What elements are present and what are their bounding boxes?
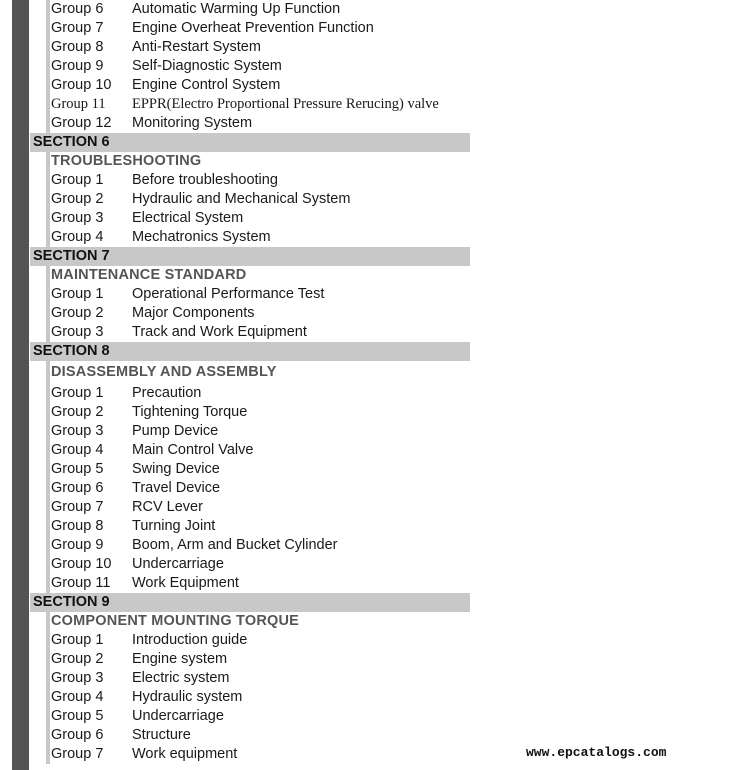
group-title: Engine Overheat Prevention Function [132, 20, 374, 36]
group-number: Group 9 [51, 537, 104, 553]
section-header[interactable]: SECTION 7 [30, 247, 470, 266]
watermark-url: www.epcatalogs.com [526, 745, 667, 760]
group-title: Hydraulic and Mechanical System [132, 191, 351, 207]
section-heading [46, 152, 470, 171]
group-number: Group 6 [51, 1, 104, 17]
group-title: Operational Performance Test [132, 286, 325, 302]
group-number: Group 1 [51, 632, 104, 648]
group-title: Electrical System [132, 210, 244, 226]
group-number: Group 4 [51, 689, 104, 705]
group-number: Group 8 [51, 39, 104, 55]
group-number: Group 2 [51, 305, 104, 321]
toc-entry[interactable] [46, 285, 470, 304]
table-of-contents [30, 0, 470, 764]
group-title: Boom, Arm and Bucket Cylinder [132, 537, 338, 553]
group-title: Electric system [132, 670, 230, 686]
group-title: Engine system [132, 651, 228, 667]
left-margin-bar [12, 0, 29, 770]
group-title: Major Components [132, 305, 255, 321]
group-title: Work equipment [132, 746, 238, 762]
toc-entry[interactable] [46, 19, 470, 38]
toc-entry[interactable] [46, 498, 470, 517]
group-title: Before troubleshooting [132, 172, 278, 188]
group-title: Introduction guide [132, 632, 248, 648]
toc-entry[interactable] [46, 76, 470, 95]
group-title: Engine Control System [132, 77, 281, 93]
toc-entry[interactable] [46, 745, 470, 764]
toc-entry[interactable] [46, 190, 470, 209]
section-heading-text: MAINTENANCE STANDARD [51, 267, 247, 283]
group-number: Group 1 [51, 286, 104, 302]
toc-entry[interactable] [46, 228, 470, 247]
section-heading-text: COMPONENT MOUNTING TORQUE [51, 613, 300, 629]
section-heading [46, 361, 470, 384]
group-title: Travel Device [132, 480, 221, 496]
group-number: Group 1 [51, 172, 104, 188]
group-title: Undercarriage [132, 556, 224, 572]
group-number: Group 6 [51, 480, 104, 496]
toc-entry[interactable] [46, 57, 470, 76]
toc-entry[interactable] [46, 707, 470, 726]
group-number: Group 3 [51, 324, 104, 340]
group-title: Work Equipment [132, 575, 239, 591]
group-title: Tightening Torque [132, 404, 248, 420]
group-number: Group 11 [51, 96, 106, 112]
group-number: Group 3 [51, 670, 104, 686]
group-title: Track and Work Equipment [132, 324, 307, 340]
section-header[interactable]: SECTION 9 [30, 593, 470, 612]
toc-entry[interactable] [46, 479, 470, 498]
group-number: Group 4 [51, 442, 104, 458]
group-title: EPPR(Electro Proportional Pressure Rerucing) valve [132, 96, 439, 112]
group-title: Self-Diagnostic System [132, 58, 282, 74]
group-title: Hydraulic system [132, 689, 243, 705]
group-number: Group 6 [51, 727, 104, 743]
group-number: Group 4 [51, 229, 104, 245]
group-title: Turning Joint [132, 518, 216, 534]
toc-entry[interactable] [46, 422, 470, 441]
toc-entry[interactable] [46, 441, 470, 460]
group-title: RCV Lever [132, 499, 203, 515]
group-title: Automatic Warming Up Function [132, 1, 341, 17]
group-number: Group 3 [51, 210, 104, 226]
group-title: Anti-Restart System [132, 39, 261, 55]
toc-entry[interactable] [46, 517, 470, 536]
group-title: Structure [132, 727, 191, 743]
toc-entry[interactable] [46, 304, 470, 323]
group-number: Group 5 [51, 708, 104, 724]
toc-entry[interactable] [46, 0, 470, 19]
group-number: Group 2 [51, 651, 104, 667]
toc-entry[interactable] [46, 403, 470, 422]
group-title: Precaution [132, 385, 202, 401]
toc-entry[interactable] [46, 555, 470, 574]
toc-entry[interactable] [46, 38, 470, 57]
group-number: Group 5 [51, 461, 104, 477]
toc-entry[interactable] [46, 323, 470, 342]
toc-entry[interactable] [46, 171, 470, 190]
toc-entry[interactable] [46, 384, 470, 403]
group-title: Mechatronics System [132, 229, 271, 245]
group-title: Swing Device [132, 461, 220, 477]
group-number: Group 7 [51, 746, 104, 762]
section-heading-text: TROUBLESHOOTING [51, 153, 202, 169]
group-number: Group 3 [51, 423, 104, 439]
toc-entry[interactable] [46, 631, 470, 650]
toc-entry[interactable] [46, 669, 470, 688]
group-number: Group 10 [51, 77, 112, 93]
group-number: Group 8 [51, 518, 104, 534]
toc-entry[interactable] [46, 209, 470, 228]
section-heading [46, 612, 470, 631]
section-heading [46, 266, 470, 285]
toc-entry[interactable] [46, 650, 470, 669]
group-title: Undercarriage [132, 708, 224, 724]
group-title: Pump Device [132, 423, 219, 439]
group-number: Group 10 [51, 556, 112, 572]
section-header[interactable]: SECTION 8 [30, 342, 470, 361]
toc-entry[interactable] [46, 726, 470, 745]
toc-entry[interactable] [46, 95, 470, 114]
section-heading-text: DISASSEMBLY AND ASSEMBLY [51, 364, 277, 380]
section-header[interactable]: SECTION 6 [30, 133, 470, 152]
group-number: Group 7 [51, 20, 104, 36]
group-number: Group 1 [51, 385, 104, 401]
group-number: Group 11 [51, 575, 111, 591]
group-number: Group 2 [51, 404, 104, 420]
group-number: Group 7 [51, 499, 104, 515]
group-number: Group 2 [51, 191, 104, 207]
toc-entry[interactable] [46, 688, 470, 707]
group-title: Main Control Valve [132, 442, 254, 458]
group-title: Monitoring System [132, 115, 253, 131]
group-number: Group 9 [51, 58, 104, 74]
toc-entry[interactable] [46, 460, 470, 479]
toc-entry[interactable] [46, 114, 470, 133]
toc-entry[interactable] [46, 574, 470, 593]
toc-entry[interactable] [46, 536, 470, 555]
group-number: Group 12 [51, 115, 112, 131]
